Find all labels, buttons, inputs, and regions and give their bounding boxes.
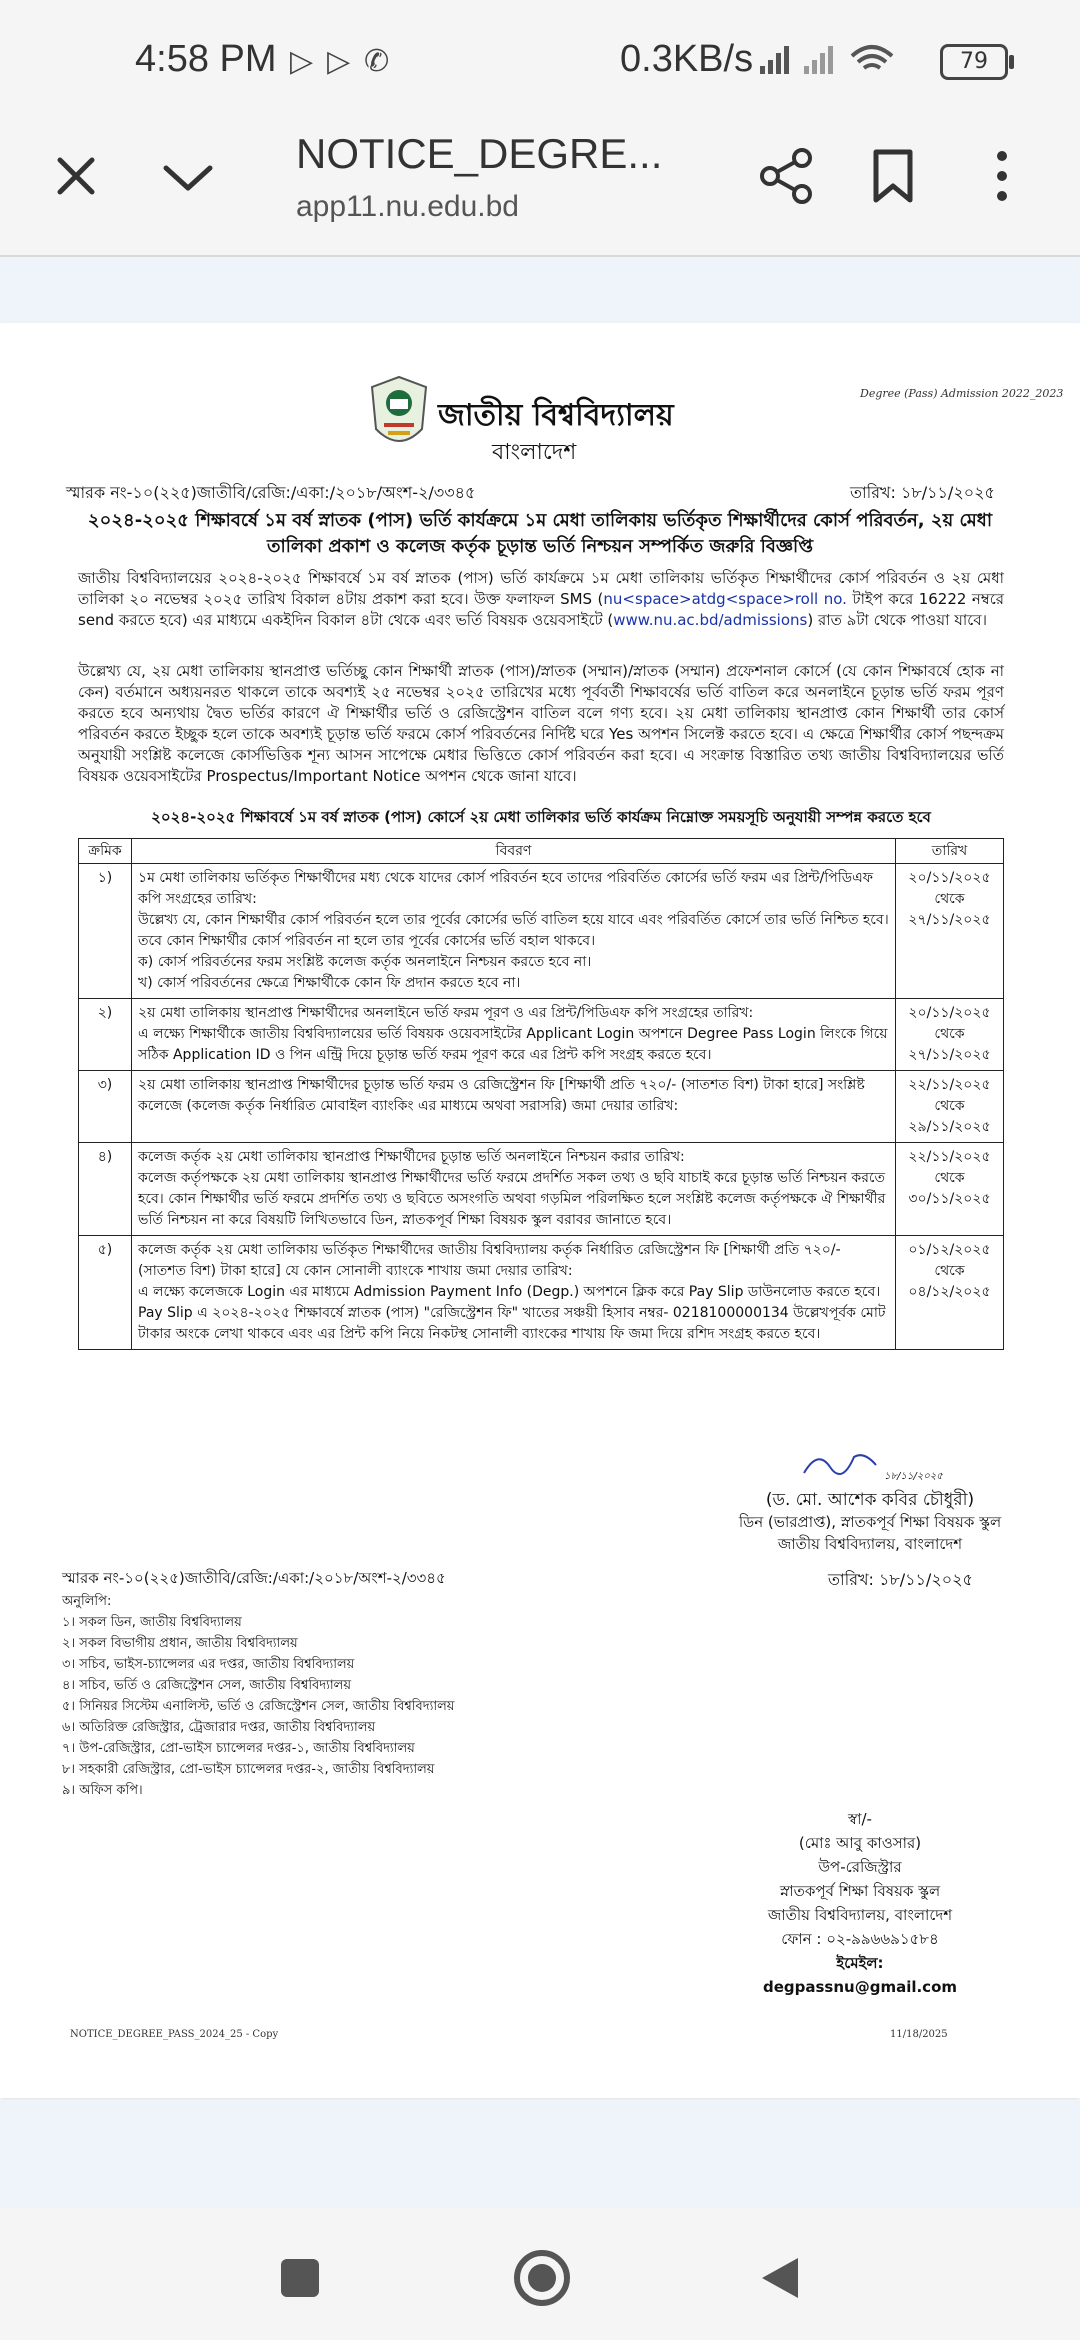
signed-mark: স্বা/- <box>848 1810 872 1828</box>
play-icon: ▷ <box>327 44 365 79</box>
row-date: ২০/১১/২০২৫ থেকে ২৭/১১/২০২৫ <box>896 864 1004 999</box>
row-description-main: ১ম মেধা তালিকায় ভর্তিকৃত শিক্ষার্থীদের মধ্য থেকে যাদের কোর্স পরিবর্তন হবে তাদের পরিবর্তিত কোর্সের ভর্তি ফরম এর প্রিন্ট/পিডিএফ কপি সংগ্রহের তারিখ: <box>138 870 873 907</box>
play-icon: ▷ <box>290 44 328 79</box>
bookmark-icon[interactable] <box>870 148 916 204</box>
footer-filename: NOTICE_DEGREE_PASS_2024_25 - Copy <box>70 2029 279 2040</box>
viewer-background-bottom <box>0 2100 1080 2208</box>
share-icon[interactable] <box>756 146 816 206</box>
row-description <box>132 1143 896 1236</box>
close-icon[interactable] <box>52 152 100 200</box>
battery-indicator: 79 <box>940 44 1008 80</box>
row-description-main: কলেজ কর্তৃক ২য় মেধা তালিকায় ভর্তিকৃত শিক্ষার্থীদের জাতীয় বিশ্ববিদ্যালয় কর্তৃক নির্ধারিত রেজিস্ট্রেশন ফি [শিক্ষার্থী প্রতি ৭২০/- (সাতশত বিশ) টাকা হারে] যে কোন সোনালী ব্যাংকে শাখায় জমা দেয়ার তারিখ: <box>138 1242 841 1279</box>
row-detail: খ) কোর্স পরিবর্তনের ক্ষেত্রে শিক্ষার্থীকে কোন ফি প্রদান করতে হবে না। <box>138 975 521 991</box>
column-header-date: তারিখ <box>896 839 1004 864</box>
row-description <box>132 1071 896 1143</box>
notice-subject: ২০২৪-২০২৫ শিক্ষাবর্ষে ১ম বর্ষ স্নাতক (পাস) ভর্তি কার্যক্রমে ১ম মেধা তালিকায় ভর্তিকৃত শিক্ষার্থীদের কোর্স পরিবর্তন, ২য় মেধা তালিকা প্রকাশ ও কলেজ কর্তৃক চূড়ান্ত ভর্তি নিশ্চয়ন সম্পর্কিত জরুরি বিজ্ঞপ্তি <box>87 510 993 557</box>
recent-apps-icon[interactable] <box>278 2256 322 2300</box>
list-item: ১। সকল ডিন, জাতীয় বিশ্ববিদ্যালয় <box>62 1615 242 1630</box>
table-row <box>79 999 1004 1071</box>
wifi-icon <box>852 47 892 68</box>
signal-icon <box>804 46 833 74</box>
copies-list <box>62 1612 662 1801</box>
signature-mark <box>800 1445 880 1481</box>
row-description-main: ২য় মেধা তালিকায় স্থানপ্রাপ্ত শিক্ষার্থীদের অনলাইনে ভর্তি ফরম পূরণ ও এর প্রিন্ট/পিডিএফ কপি সংগ্রহের তারিখ: <box>138 1005 754 1021</box>
signature-date: ১৮/১১/২০২৫ <box>884 1471 943 1482</box>
signatory2-email: ইমেইল: degpassnu@gmail.com <box>762 1954 958 1996</box>
row-serial: ৩) <box>79 1071 132 1143</box>
row-detail: এ লক্ষ্যে শিক্ষার্থীকে জাতীয় বিশ্ববিদ্যালয়ের ভর্তি বিষয়ক ওয়েবসাইটের Applicant Login অপশনে Degree Pass Login লিংকে গিয়ে সঠিক Application ID ও পিন এন্ট্রি দিয়ে চূড়ান্ত ভর্তি ফরম পূরণ করে এর প্রিন্ট কপি সংগ্রহ করতে হবে। <box>138 1026 888 1063</box>
chevron-down-icon[interactable] <box>160 160 216 196</box>
navigation-bar <box>0 2208 1080 2340</box>
memo-number-copy: স্মারক নং-১০(২২৫)জাতীবি/রেজি:/একা:/২০১৮/অংশ-২/৩৩৪৫ <box>62 1569 446 1587</box>
row-detail: এ লক্ষ্যে কলেজকে Login এর মাধ্যমে Admission Payment Info (Degp.) অপশনে ক্লিক করে Pay Slip ডাউনলোড করতে হবে। Pay Slip এ ২০২৪-২০২৫ শিক্ষাবর্ষে স্নাতক (পাস) "রেজিস্ট্রেশন ফি" খাতের সঞ্চয়ী হিসাব নম্বর- 0218100000134 উল্লেখপূর্বক মোট টাকার অংকে লেখা থাকবে এবং এর প্রিন্ট কপি নিয়ে নিকটস্থ সোনালী ব্যাংকের শাখায় ফি জমা দিয়ে রশিদ সংগ্রহ করতে হবে। <box>138 1284 886 1342</box>
row-serial: ৫) <box>79 1236 132 1350</box>
list-item: ৮। সহকারী রেজিস্ট্রার, প্রো-ভাইস চ্যান্সেলর দপ্তর-২, জাতীয় বিশ্ববিদ্যালয় <box>62 1762 435 1777</box>
notice-date-copy: তারিখ: ১৮/১১/২০২৫ <box>828 1570 973 1589</box>
sms-format: nu<space>atdg<space>roll no. <box>603 590 847 608</box>
row-serial: ১) <box>79 864 132 999</box>
admission-website-link[interactable]: www.nu.ac.bd/admissions <box>613 611 808 629</box>
copies-label: অনুলিপি: <box>62 1594 112 1609</box>
network-speed: 0.3KB/s <box>620 38 754 80</box>
signatory-name: (ড. মো. আশেক কবির চৌধুরী) <box>765 1490 975 1510</box>
paragraph-intro-part-b: টাইপ করে 16222 নম্বরে send করতে হবে) এর মাধ্যমে একইদিন বিকাল ৪টা থেকে এবং ভর্তি বিষয়ক ওয়েবসাইটে ( <box>78 590 1005 629</box>
row-description-main: কলেজ কর্তৃক ২য় মেধা তালিকায় স্থানপ্রাপ্ত শিক্ষার্থীদের চূড়ান্ত ভর্তি অনলাইনে নিশ্চয়ন করার তারিখ: <box>138 1149 685 1165</box>
signatory2-title: উপ-রেজিস্ট্রার <box>818 1858 902 1876</box>
list-item: ৭। উপ-রেজিস্ট্রার, প্রো-ভাইস চ্যান্সেলর দপ্তর-১, জাতীয় বিশ্ববিদ্যালয় <box>62 1741 415 1756</box>
footer-date: 11/18/2025 <box>890 2029 948 2040</box>
row-description-main: ২য় মেধা তালিকায় স্থানপ্রাপ্ত শিক্ষার্থীদের চূড়ান্ত ভর্তি ফরম ও রেজিস্ট্রেশন ফি [শিক্ষার্থী প্রতি ৭২০/- (সাতশত বিশ) টাকা হারে] সংশ্লিষ্ট কলেজে (কলেজ কর্তৃক নির্ধারিত মোবাইল ব্যাংকিং এর মাধ্যমে অথবা সরাসরি) জমা দেয়ার তারিখ: <box>138 1077 865 1114</box>
page-url[interactable]: app11.nu.edu.bd <box>296 190 519 223</box>
more-vert-icon[interactable] <box>990 148 1014 204</box>
paragraph-intro-part-a: জাতীয় বিশ্ববিদ্যালয়ের ২০২৪-২০২৫ শিক্ষাবর্ষে ১ম বর্ষ স্নাতক (পাস) ভর্তি কার্যক্রমে ১ম মেধা তালিকায় ভর্তিকৃত শিক্ষার্থীদের কোর্স পরিবর্তন ও ২য় মেধা তালিকা ২০ নভেম্বর ২০২৫ তারিখ বিকাল ৪টায় প্রকাশ করা হবে। উক্ত ফলাফল SMS ( <box>78 569 1004 608</box>
paragraph-intro <box>78 568 1004 631</box>
signal-icon <box>760 46 789 74</box>
row-date: ২০/১১/২০২৫ থেকে ২৭/১১/২০২৫ <box>896 999 1004 1071</box>
list-item: ৪। সচিব, ভর্তি ও রেজিস্ট্রেশন সেল, জাতীয় বিশ্ববিদ্যালয় <box>62 1678 351 1693</box>
page-title: NOTICE_DEGRE... <box>296 130 663 177</box>
list-item: ৯। অফিস কপি। <box>62 1783 143 1798</box>
viewer-background-top <box>0 257 1080 323</box>
signatory-title: ডিন (ভারপ্রাপ্ত), স্নাতকপূর্ব শিক্ষা বিষয়ক স্কুল <box>738 1513 1002 1531</box>
university-logo <box>368 373 430 457</box>
signatory2-org: জাতীয় বিশ্ববিদ্যালয়, বাংলাদেশ <box>767 1906 953 1924</box>
list-item: ৬। অতিরিক্ত রেজিস্ট্রার, ট্রেজারার দপ্তর, জাতীয় বিশ্ববিদ্যালয় <box>62 1720 376 1735</box>
table-row <box>79 1071 1004 1143</box>
column-header-serial: ক্রমিক <box>79 839 132 864</box>
row-detail: কলেজ কর্তৃপক্ষকে ২য় মেধা তালিকায় স্থানপ্রাপ্ত শিক্ষার্থীদের ভর্তি ফরমে প্রদর্শিত সকল তথ্য ও ছবি যাচাই করে চূড়ান্ত ভর্তি নিশ্চয়ন করতে হবে। কোন শিক্ষার্থীর ভর্তি ফরমে প্রদর্শিত তথ্য ও ছবিতে অসংগতি অথবা গড়মিল পরিলক্ষিত হলে সংশ্লিষ্ট কলেজ কর্তৃপক্ষকে ঐ শিক্ষার্থীর ভর্তি নিশ্চয়ন না করে বিষয়টি লিখিতভাবে ডিন, স্নাতকপূর্ব শিক্ষা বিষয়ক স্কুল বরাবর জানাতে হবে। <box>138 1170 886 1228</box>
column-header-description: বিবরণ <box>132 839 896 864</box>
signatory-org: জাতীয় বিশ্ববিদ্যালয়, বাংলাদেশ <box>777 1535 963 1553</box>
home-icon[interactable] <box>512 2248 572 2308</box>
table-header-row <box>79 839 1004 864</box>
row-detail: উল্লেখ্য যে, কোন শিক্ষার্থীর কোর্স পরিবর্তন হলে তার পূর্বের কোর্সের ভর্তি বাতিল হয়ে যাবে এবং পরিবর্তিত কোর্সে তার ভর্তি নিশ্চিত হবে। তবে কোন শিক্ষার্থীর কোর্স পরিবর্তন না হলে তার পূর্বের কোর্সের ভর্তি বহাল থাকবে। <box>138 912 889 949</box>
signal-wifi-icons <box>760 40 930 80</box>
signatory2-name: (মোঃ আবু কাওসার) <box>798 1834 922 1852</box>
list-item: ২। সকল বিভাগীয় প্রধান, জাতীয় বিশ্ববিদ্যালয় <box>62 1636 298 1651</box>
row-date: ০১/১২/২০২৫ থেকে ০৪/১২/২০২৫ <box>896 1236 1004 1350</box>
list-item: ৫। সিনিয়র সিস্টেম এনালিস্ট, ভর্তি ও রেজিস্ট্রেশন সেল, জাতীয় বিশ্ববিদ্যালয় <box>62 1699 455 1714</box>
back-icon[interactable] <box>758 2254 802 2302</box>
row-serial: ৪) <box>79 1143 132 1236</box>
country-name: বাংলাদেশ <box>492 440 577 465</box>
row-date: ২২/১১/২০২৫ থেকে ২৯/১১/২০২৫ <box>896 1071 1004 1143</box>
status-notification-icons <box>290 44 403 79</box>
paragraph-intro-part-c: ) রাত ৯টা থেকে পাওয়া যাবে। <box>807 611 987 629</box>
row-date: ২২/১১/২০২৫ থেকে ৩০/১১/২০২৫ <box>896 1143 1004 1236</box>
table-row <box>79 864 1004 999</box>
row-description <box>132 864 896 999</box>
paragraph-details: উল্লেখ্য যে, ২য় মেধা তালিকায় স্থানপ্রাপ্ত ভর্তিচ্ছু কোন শিক্ষার্থী স্নাতক (পাস)/স্নাতক (সম্মান)/স্নাতক (সম্মান) প্রফেশনাল কোর্সে (যে কোন শিক্ষাবর্ষে হোক না কেন) বর্তমানে অধ্যয়নরত থাকলে তাকে অবশ্যই ২৫ নভেম্বর ২০২৫ তারিখের মধ্যে পূর্ববর্তী শিক্ষাবর্ষের ভর্তি বাতিল করে অনলাইনে চূড়ান্ত ভর্তি ফরম পূরণ করতে হবে অন্যথায় দ্বৈত ভর্তির কারণে ঐ শিক্ষার্থীর ভর্তি ও রেজিস্ট্রেশন বাতিল বলে গণ্য হবে। ২য় মেধা তালিকায় স্থানপ্রাপ্ত কোন শিক্ষার্থী তার কোর্স পরিবর্তন করতে ইচ্ছুক হলে তাকে অবশ্যই চূড়ান্ত ভর্তি ফরমে কোর্স পরিবর্তনের নির্দিষ্ট ঘরে Yes অপশন সিলেক্ট করতে হবে। এ ক্ষেত্রে শিক্ষার্থীর কোর্স পছন্দক্রম অনুযায়ী সংশ্লিষ্ট কলেজে কোর্সভিত্তিক শূন্য আসন সাপেক্ষে মেধার ভিত্তিতে কোর্স পরিবর্তন করা হবে। এ সংক্রান্ত বিস্তারিত তথ্য জাতীয় বিশ্ববিদ্যালয়ের ভর্তি বিষয়ক ওয়েবসাইটের Prospectus/Important Notice অপশন থেকে জানা যাবে। <box>78 662 1004 785</box>
table-row <box>79 1236 1004 1350</box>
document-page[interactable] <box>0 323 1080 2098</box>
status-bar <box>0 0 1080 125</box>
signatory2-phone: ফোন : ০২-৯৯৬৬৯১৫৮৪ <box>781 1930 939 1948</box>
row-detail: ক) কোর্স পরিবর্তনের ফরম সংশ্লিষ্ট কলেজ কর্তৃক অনলাইনে নিশ্চয়ন করতে হবে না। <box>138 954 592 970</box>
phone-icon: ✆ <box>364 44 404 79</box>
signatory2-block <box>740 1807 980 1999</box>
signatory2-school: স্নাতকপূর্ব শিক্ষা বিষয়ক স্কুল <box>779 1882 941 1900</box>
schedule-table <box>78 838 1004 1350</box>
university-name: জাতীয় বিশ্ববিদ্যালয় <box>438 398 674 433</box>
schedule-intro: ২০২৪-২০২৫ শিক্ষাবর্ষে ১ম বর্ষ স্নাতক (পাস) কোর্সে ২য় মেধা তালিকার ভর্তি কার্যক্রম নিম্নোক্ত সময়সূচি অনুযায়ী সম্পন্ন করতে হবে <box>151 808 931 826</box>
list-item: ৩। সচিব, ভাইস-চ্যান্সেলর এর দপ্তর, জাতীয় বিশ্ববিদ্যালয় <box>62 1657 355 1672</box>
row-serial: ২) <box>79 999 132 1071</box>
row-description <box>132 999 896 1071</box>
memo-number: স্মারক নং-১০(২২৫)জাতীবি/রেজি:/একা:/২০১৮/অংশ-২/৩৩৪৫ <box>66 483 476 502</box>
notice-date: তারিখ: ১৮/১১/২০২৫ <box>850 483 995 502</box>
table-row <box>79 1143 1004 1236</box>
document-corner-ref: Degree (Pass) Admission 2022_2023 <box>860 387 1064 400</box>
status-time: 4:58 PM <box>135 38 277 80</box>
row-description <box>132 1236 896 1350</box>
